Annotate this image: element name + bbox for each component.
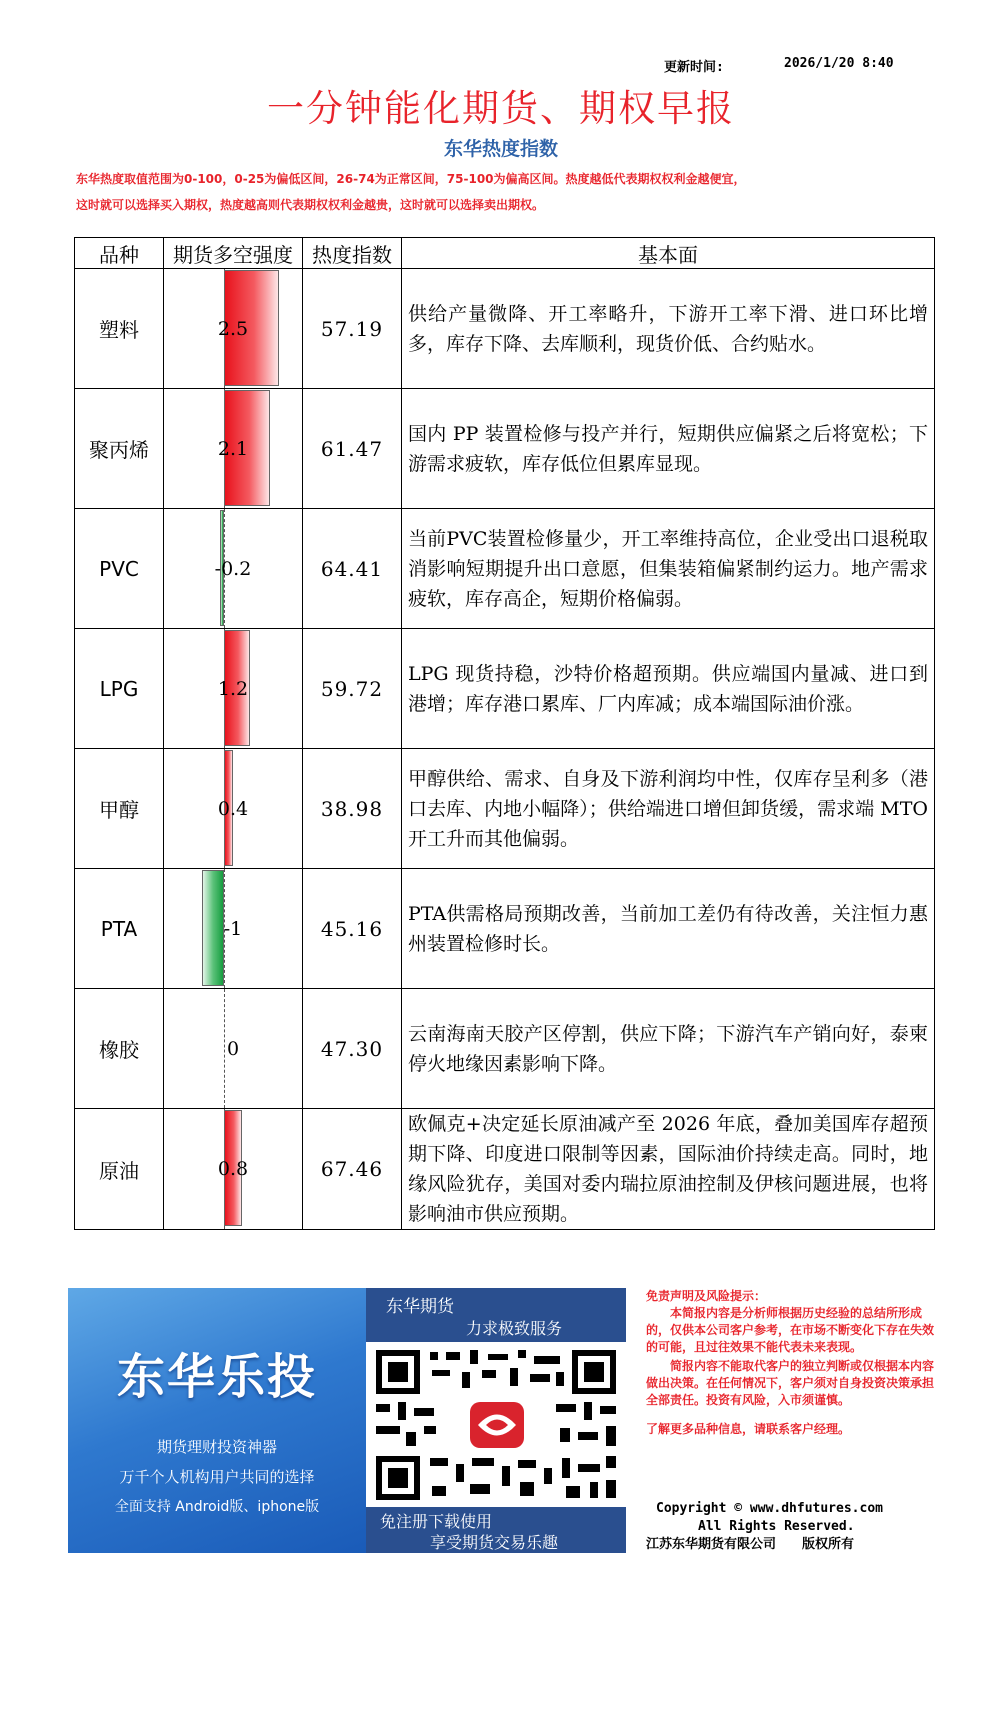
heat-index: 61.47	[303, 389, 402, 509]
table-row	[75, 269, 935, 389]
heat-index: 67.46	[303, 1109, 402, 1230]
qr-panel	[366, 1288, 626, 1553]
strength-value: 2.5	[217, 317, 249, 340]
variety-name: PTA	[75, 869, 164, 989]
ad-line-3: 全面支持 Android版、iphone版	[114, 1499, 320, 1515]
header-variety: 品种	[75, 238, 164, 269]
fundamental-text: 供给产量微降、开工率略升，下游开工率下滑、进口环比增多，库存下降、去库顺利，现货价低、合约贴水。	[402, 269, 935, 389]
strength-cell	[164, 269, 303, 389]
variety-name: PVC	[75, 509, 164, 629]
strength-value: 2.1	[217, 437, 249, 460]
heat-index: 59.72	[303, 629, 402, 749]
update-time-label: 更新时间:	[664, 60, 724, 75]
fundamental-text: 当前PVC装置检修量少，开工率维持高位，企业受出口退税取消影响短期提升出口意愿，但集装箱偏紧制约运力。地产需求疲软，库存高企，短期价格偏弱。	[402, 509, 935, 629]
app-ad-banner	[68, 1288, 366, 1553]
strength-cell	[164, 1109, 303, 1230]
heat-index: 45.16	[303, 869, 402, 989]
qr-footer	[366, 1507, 626, 1553]
table-header-row	[75, 238, 935, 269]
report-title: 一分钟能化期货、期权早报	[267, 87, 735, 130]
qr-footer-line1: 免注册下载使用	[380, 1512, 493, 1531]
header-strength: 期货多空强度	[164, 238, 303, 269]
copyright-line-3: 江苏东华期货有限公司 版权所有	[646, 1537, 855, 1552]
app-logo: 东华乐投	[116, 1349, 317, 1405]
fundamental-text: 甲醇供给、需求、自身及下游利润均中性，仅库存呈利多（港口去库、内地小幅降）；供给端进口增但卸货缓，需求端 MTO 开工升而其他偏弱。	[402, 749, 935, 869]
strength-cell	[164, 749, 303, 869]
heat-index-notes	[76, 166, 976, 218]
strength-cell	[164, 629, 303, 749]
fundamental-text: 国内 PP 装置检修与投产并行，短期供应偏紧之后将宽松；下游需求疲软，库存低位但累库显现。	[402, 389, 935, 509]
table-row	[75, 629, 935, 749]
variety-name: 塑料	[75, 269, 164, 389]
ad-line-2: 万千个人机构用户共同的选择	[119, 1468, 315, 1486]
qr-header-slogan: 力求极致服务	[466, 1319, 563, 1338]
table-row	[75, 389, 935, 509]
strength-value: 0.8	[217, 1158, 249, 1180]
heat-index: 64.41	[303, 509, 402, 629]
qr-code-icon[interactable]	[370, 1346, 622, 1504]
fundamental-text: 欧佩克+决定延长原油减产至 2026 年底，叠加美国库存超预期下降、印度进口限制等因素，国际油价持续走高。同时，地缘风险犹存，美国对委内瑞拉原油控制及伊核问题进展，也将影响油市供应预期。	[402, 1109, 935, 1230]
disclaimer-title: 免责声明及风险提示：	[646, 1289, 767, 1303]
copyright	[646, 1500, 946, 1554]
table-row	[75, 989, 935, 1109]
table-row	[75, 749, 935, 869]
disclaimer-contact: 了解更多品种信息，请联系客户经理。	[646, 1422, 851, 1436]
strength-value: 0	[226, 1037, 240, 1060]
disclaimer-paragraph-1: 本简报内容是分析师根据历史经验的总结所形成的，仅供本公司客户参考，在市场不断变化下存在失效的可能，且过往效果不能代表未来表现。	[646, 1306, 935, 1354]
strength-value: 0.4	[217, 797, 249, 820]
variety-name: 甲醇	[75, 749, 164, 869]
report-table	[74, 237, 935, 1230]
qr-footer-line2: 享受期货交易乐趣	[430, 1533, 559, 1552]
table-row	[75, 1109, 935, 1230]
variety-name: 橡胶	[75, 989, 164, 1109]
strength-value: -1	[223, 917, 243, 940]
variety-name: LPG	[75, 629, 164, 749]
strength-cell	[164, 389, 303, 509]
strength-cell	[164, 509, 303, 629]
qr-header-brand: 东华期货	[386, 1297, 454, 1317]
table-row	[75, 869, 935, 989]
disclaimer-paragraph-2: 简报内容不能取代客户的独立判断或仅根据本内容做出决策。在任何情况下，客户须对自身投资决策承担全部责任。投资有风险，入市须谨慎。	[646, 1359, 935, 1407]
fundamental-text: 云南海南天胶产区停割，供应下降；下游汽车产销向好，泰柬停火地缘因素影响下降。	[402, 989, 935, 1109]
heat-index: 47.30	[303, 989, 402, 1109]
note-line-1: 东华热度取值范围为0-100，0-25为偏低区间，26-74为正常区间，75-100为偏高区间。热度越低代表期权权利金越便宜，	[76, 172, 746, 186]
strength-cell	[164, 869, 303, 989]
strength-value: -0.2	[214, 557, 252, 580]
fundamental-text: PTA供需格局预期改善，当前加工差仍有待改善，关注恒力惠州装置检修时长。	[402, 869, 935, 989]
header-fundamental: 基本面	[402, 238, 935, 269]
variety-name: 聚丙烯	[75, 389, 164, 509]
copyright-line-2: All Rights Reserved.	[698, 1519, 855, 1534]
note-line-2: 这时就可以选择买入期权，热度越高则代表期权权利金越贵，这时就可以选择卖出期权。	[76, 198, 545, 212]
copyright-line-1: Copyright © www.dhfutures.com	[656, 1501, 883, 1516]
strength-value: 1.2	[217, 677, 249, 700]
update-time-value: 2026/1/20 8:40	[784, 56, 894, 71]
header-heat: 热度指数	[303, 238, 402, 269]
variety-name: 原油	[75, 1109, 164, 1230]
fundamental-text: LPG 现货持稳，沙特价格超预期。供应端国内量减、进口到港增；库存港口累库、厂内库减；成本端国际油价涨。	[402, 629, 935, 749]
heat-index: 38.98	[303, 749, 402, 869]
ad-line-1: 期货理财投资神器	[156, 1438, 277, 1456]
qr-header	[366, 1288, 626, 1342]
strength-cell	[164, 989, 303, 1109]
disclaimer	[646, 1288, 936, 1438]
table-row	[75, 509, 935, 629]
report-subtitle: 东华热度指数	[443, 138, 558, 160]
heat-index: 57.19	[303, 269, 402, 389]
